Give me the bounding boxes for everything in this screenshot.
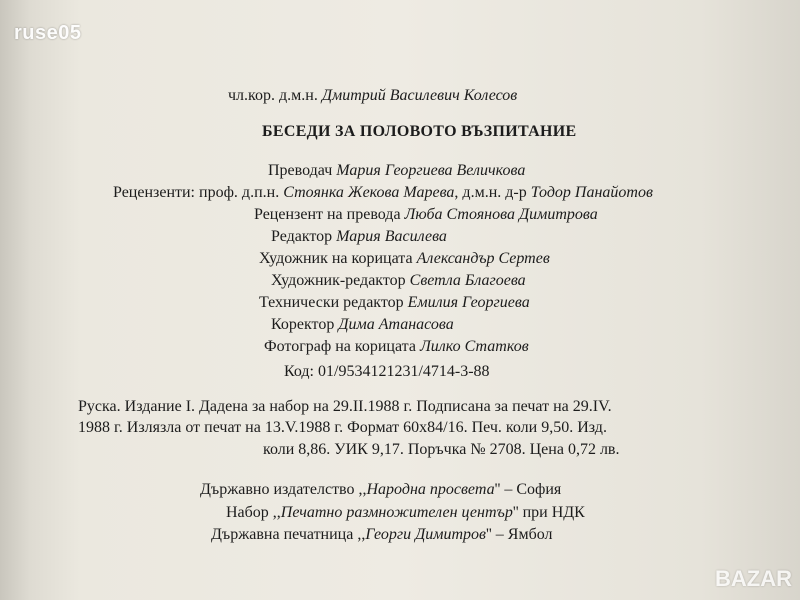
credit-proofreader: [271, 315, 454, 335]
credit-cover-photographer: [264, 337, 529, 357]
imprint-text: Руска. Издание I. Дадена за набор на 29.II.1988 г. Подписана за печат на 29.IV.: [78, 398, 612, 415]
publisher-post: '' – Ямбол: [486, 526, 553, 543]
credit-role: Редактор: [271, 228, 333, 245]
credit-name: Светла Благоева: [409, 272, 526, 289]
credit-role: Художник на корицата: [259, 250, 413, 267]
imprint-text: коли 8,86. УИК 9,17. Поръчка № 2708. Цена 0,72 лв.: [263, 441, 620, 458]
book-title: БЕСЕДИ ЗА ПОЛОВОТО ВЪЗПИТАНИЕ: [262, 123, 577, 140]
credit-role: Рецензенти: проф. д.п.н.: [113, 184, 280, 201]
credit-cover-artist: [259, 249, 550, 269]
credit-name-2: Тодор Панайотов: [530, 184, 653, 201]
publication-code: Код: 01/9534121231/4714-3-88: [284, 363, 490, 380]
imprint-line-1: [78, 397, 753, 417]
publisher-pre: Държавна печатница ,,: [211, 526, 366, 543]
credit-name: Дима Атанасова: [338, 316, 454, 333]
publisher-name: Печатно размножителен център: [280, 504, 513, 521]
publisher-line-1: [200, 480, 561, 500]
credit-translation-reviewer: [254, 205, 598, 225]
credit-role: Преводач: [268, 162, 333, 179]
credit-role: Технически редактор: [259, 294, 404, 311]
credit-technical-editor: [259, 293, 530, 313]
credit-name: Емилия Георгиева: [407, 294, 530, 311]
credit-translator: [268, 161, 525, 181]
imprint-line-2: [78, 418, 753, 438]
credit-role: Фотограф на корицата: [264, 338, 416, 355]
publisher-post: '' при НДК: [512, 504, 585, 521]
publisher-name: Георги Димитров: [365, 526, 486, 543]
watermark-text: ruse05: [14, 22, 82, 44]
credit-name: Лилко Статков: [419, 338, 529, 355]
credit-name: Мария Василева: [336, 228, 447, 245]
author-line: [228, 86, 517, 106]
credit-role-2: , д.м.н. д-р: [454, 184, 527, 201]
credit-name: Люба Стоянова Димитрова: [404, 206, 598, 223]
author-name: Дмитрий Василевич Колесов: [321, 87, 518, 104]
author-prefix: чл.кор. д.м.н.: [228, 87, 318, 104]
credit-name: Мария Георгиева Величкова: [336, 162, 526, 179]
credit-name: Стоянка Жекова Марева: [283, 184, 455, 201]
credit-reviewers: [113, 183, 653, 203]
publisher-line-3: [211, 525, 552, 545]
credit-name: Александър Сертев: [416, 250, 550, 267]
bazar-logo: BAZAR: [715, 566, 792, 591]
publisher-pre: Държавно издателство ,,: [200, 481, 367, 498]
publisher-line-2: [226, 503, 585, 523]
publisher-name: Народна просвета: [366, 481, 495, 498]
imprint-line-3: [263, 440, 619, 460]
credit-role: Рецензент на превода: [254, 206, 401, 223]
imprint-text: 1988 г. Излязла от печат на 13.V.1988 г. Формат 60x84/16. Печ. коли 9,50. Изд.: [78, 419, 607, 436]
credit-role: Коректор: [271, 316, 335, 333]
publisher-post: '' – София: [494, 481, 562, 498]
credit-art-editor: [271, 271, 526, 291]
publisher-pre: Набор ,,: [226, 504, 281, 521]
credit-editor: [271, 227, 447, 247]
credit-role: Художник-редактор: [271, 272, 406, 289]
